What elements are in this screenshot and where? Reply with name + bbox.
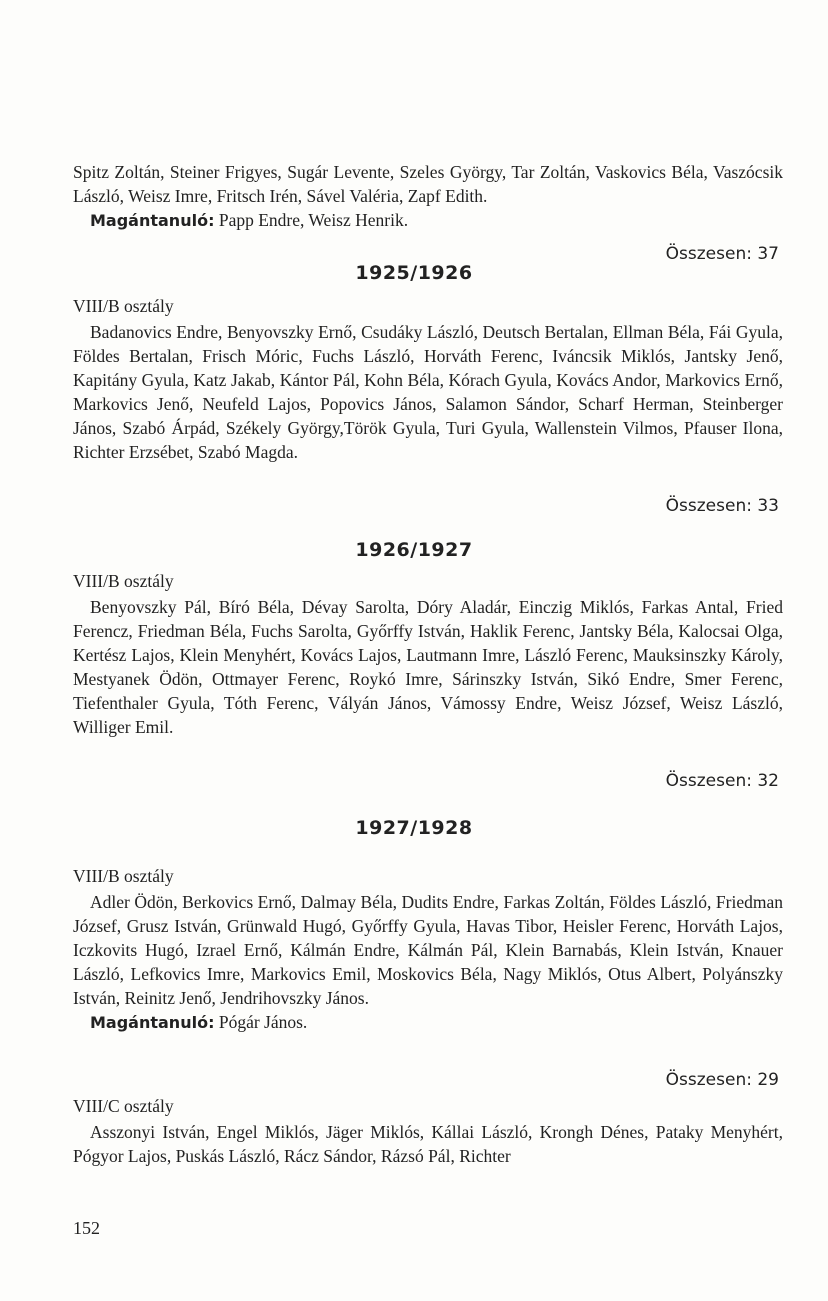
student-list-continued — [73, 160, 783, 233]
student-list: Benyovszky Pál, Bíró Béla, Dévay Sarolta, Dóry Aladár, Einczig Miklós, Farkas Antal, Fried Ferencz, Friedman Béla, Fuchs Sarolta, Győrffy István, Haklik Ferenc, Jantsky Béla, Kalocsai Olga, Kertész Lajos, Klein Menyhért, Kovács Lajos, Lautmann Imre, László Ferenc, Mauksinszky Károly, Mestyanek Ödön, Ottmayer Ferenc, Roykó Imre, Sárinszky István, Sikó Endre, Smer Ferenc, Tiefenthaler Gyula, Tóth Ferenc, Vályán János, Vámossy Endre, Weisz József, Weisz László, Williger Emil. — [73, 597, 783, 737]
private-student-line — [73, 1012, 307, 1032]
student-list: Asszonyi István, Engel Miklós, Jäger Miklós, Kállai László, Krongh Dénes, Pataky Menyhért, Pógyor Lajos, Puskás László, Rácz Sándor, Rázsó Pál, Richter — [73, 1122, 783, 1166]
school-year-heading: 1926/1927 — [355, 539, 473, 561]
total-count: Összesen: 32 — [665, 771, 779, 791]
total-count: Összesen: 33 — [665, 496, 779, 516]
class-heading: VIII/B osztály — [73, 866, 174, 886]
names-text: Adler Ödön, Berkovics Ernő, Dalmay Béla, Dudits Endre, Farkas Zoltán, Földes László, Friedman József, Grusz István, Grünwald Hugó, Győrffy Gyula, Havas Tibor, Heisler Ferenc, Horváth Lajos, Iczkovits Hugó, Izrael Ernő, Kálmán Endre, Kálmán Pál, Klein Barnabás, Klein István, Knauer László, Lefkovics Imre, Markovics Emil, Moskovics Béla, Nagy Miklós, Otus Albert, Polyánszky István, Reinitz Jenő, Jendrihovszky János. — [73, 892, 783, 1008]
school-year-heading: 1925/1926 — [355, 262, 473, 284]
page-number: 152 — [73, 1218, 100, 1238]
private-student-names: Pógár János. — [214, 1012, 308, 1032]
private-student-names: Papp Endre, Weisz Henrik. — [214, 210, 409, 230]
class-heading: VIII/B osztály — [73, 296, 174, 316]
private-student-line — [73, 210, 408, 230]
school-year-heading: 1927/1928 — [355, 817, 473, 839]
private-student-label: Magántanuló: — [90, 211, 215, 230]
total-count: Összesen: 37 — [665, 244, 779, 264]
student-list — [73, 890, 783, 1035]
student-list: Badanovics Endre, Benyovszky Ernő, Csudáky László, Deutsch Bertalan, Ellman Béla, Fái Gyula, Földes Bertalan, Frisch Móric, Fuchs László, Horváth Ferenc, Iváncsik Miklós, Jantsky Jenő, Kapitány Gyula, Katz Jakab, Kántor Pál, Kohn Béla, Kórach Gyula, Kovács Andor, Markovics Ernő, Markovics Jenő, Neufeld Lajos, Popovics János, Salamon Sándor, Scharf Herman, Steinberger János, Szabó Árpád, Székely György,Török Gyula, Turi Gyula, Wallenstein Vilmos, Pfauser Ilona, Richter Erzsébet, Szabó Magda. — [73, 322, 783, 462]
class-heading: VIII/B osztály — [73, 571, 174, 591]
private-student-label: Magántanuló: — [90, 1013, 215, 1032]
class-heading: VIII/C osztály — [73, 1096, 174, 1116]
total-count: Összesen: 29 — [665, 1070, 779, 1090]
names-text: Spitz Zoltán, Steiner Frigyes, Sugár Levente, Szeles György, Tar Zoltán, Vaskovics Béla, Vaszócsik László, Weisz Imre, Fritsch Irén, Sável Valéria, Zapf Edith. — [73, 162, 783, 206]
